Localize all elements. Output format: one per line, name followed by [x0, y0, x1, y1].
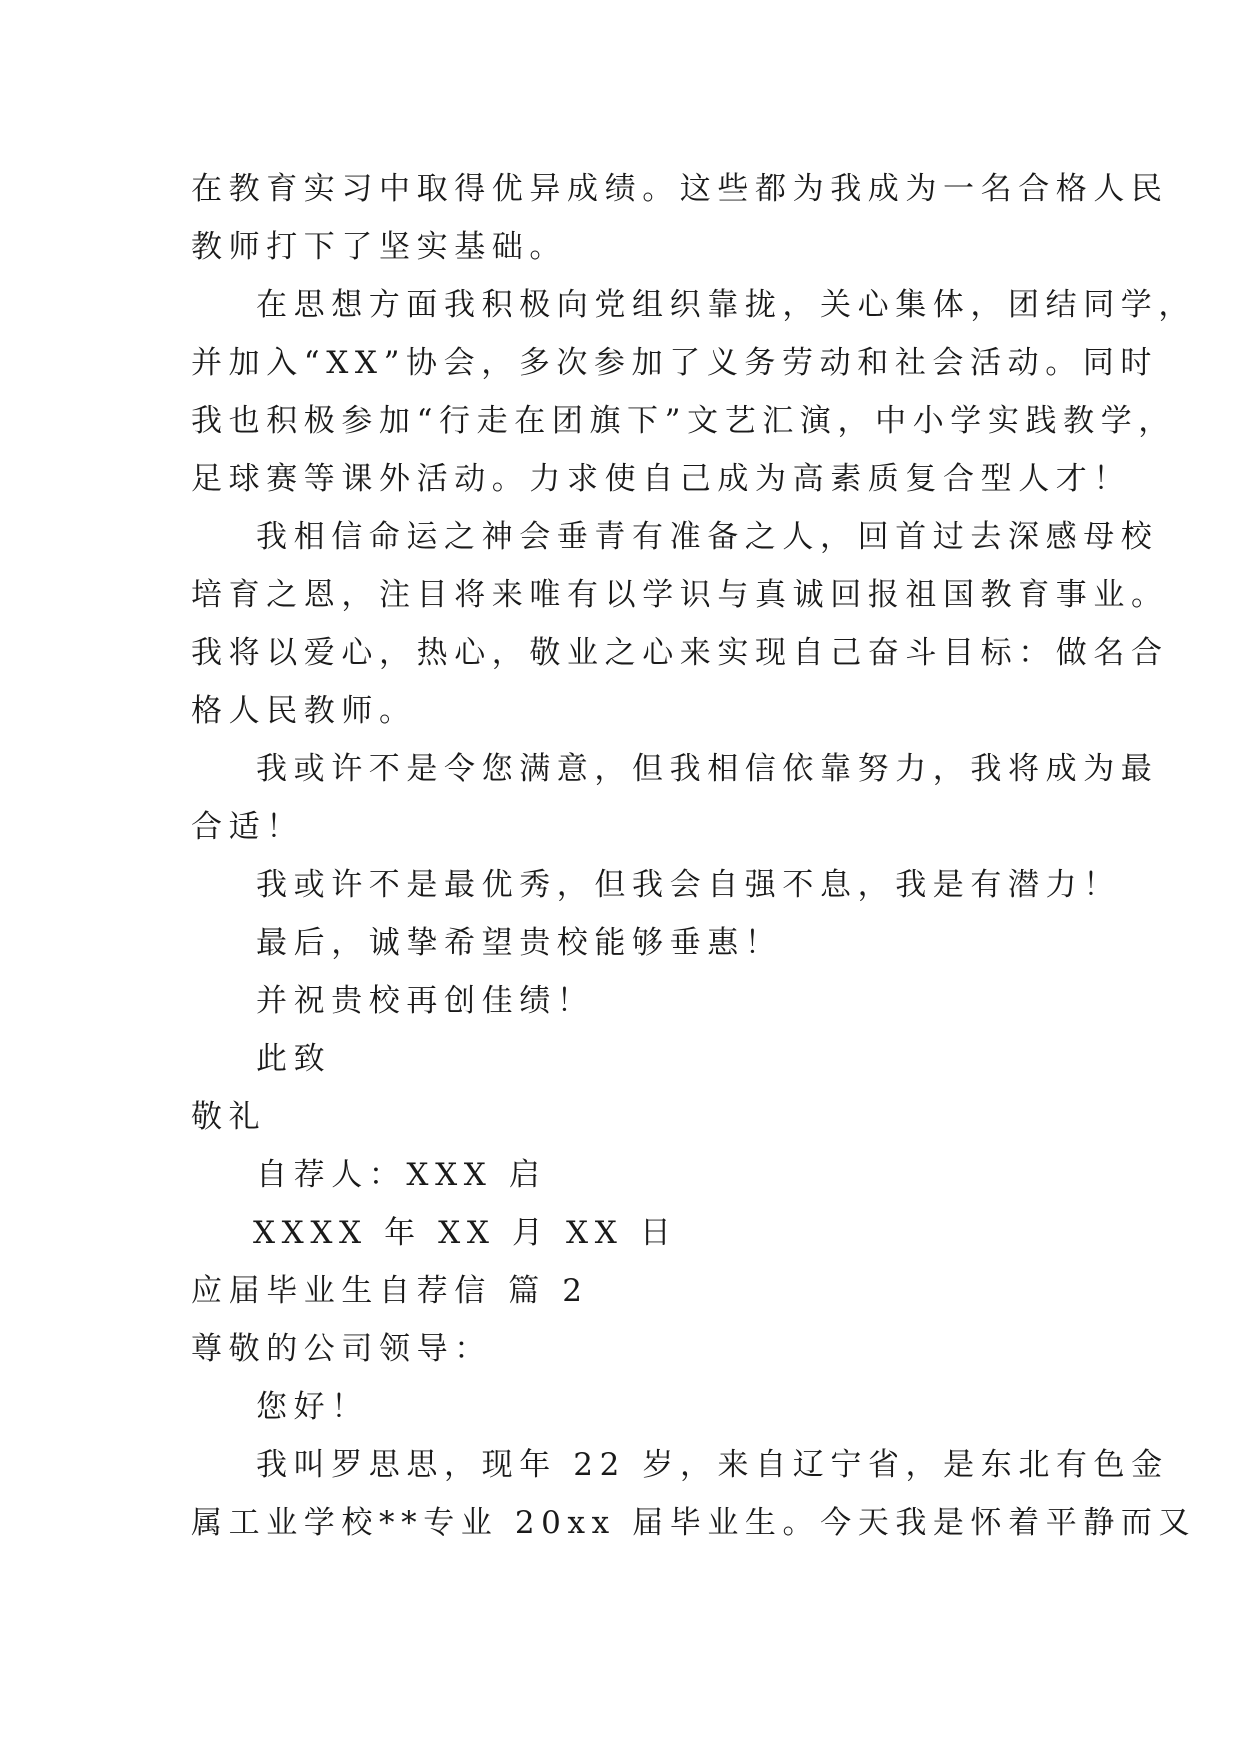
- greeting: 您好！: [256, 1389, 369, 1425]
- text-line: 我或许不是最优秀，但我会自强不息，我是有潜力！: [256, 867, 1121, 903]
- text-line: 我相信命运之神会垂青有准备之人，回首过去深感母校: [256, 519, 1159, 555]
- text-line: 培育之恩，注目将来唯有以学识与真诚回报祖国教育事业。: [191, 577, 1169, 613]
- text-line: 足球赛等课外活动。力求使自己成为高素质复合型人才！: [191, 461, 1131, 497]
- text-line: 合适！: [191, 809, 304, 845]
- text-line: 我将以爱心，热心，敬业之心来实现自己奋斗目标：做名合: [191, 635, 1169, 671]
- text-line: 此致: [256, 1041, 332, 1077]
- text-line: 属工业学校**专业 20xx 届毕业生。今天我是怀着平静而又: [191, 1505, 1197, 1541]
- text-line: 并祝贵校再创佳绩！: [256, 983, 595, 1019]
- text-line: 教师打下了坚实基础。: [191, 229, 567, 265]
- signature-line: 自荐人：XXX 启: [256, 1157, 547, 1193]
- text-line: 在思想方面我积极向党组织靠拢，关心集体，团结同学，: [256, 287, 1196, 323]
- date-line: XXXX 年 XX 月 XX 日: [253, 1215, 678, 1251]
- text-line: 并加入“XX”协会，多次参加了义务劳动和社会活动。同时: [191, 345, 1159, 381]
- text-line: 敬礼: [191, 1099, 267, 1135]
- text-line: 在教育实习中取得优异成绩。这些都为我成为一名合格人民: [191, 171, 1169, 207]
- salutation: 尊敬的公司领导：: [191, 1331, 492, 1367]
- text-line: 我或许不是令您满意，但我相信依靠努力，我将成为最: [256, 751, 1159, 787]
- text-line: 最后，诚挚希望贵校能够垂惠！: [256, 925, 783, 961]
- section-heading: 应届毕业生自荐信 篇 2: [191, 1273, 589, 1309]
- text-line: 格人民教师。: [191, 693, 417, 729]
- text-line: 我叫罗思思，现年 22 岁，来自辽宁省，是东北有色金: [256, 1447, 1169, 1483]
- text-line: 我也积极参加“行走在团旗下”文艺汇演，中小学实践教学，: [191, 403, 1176, 439]
